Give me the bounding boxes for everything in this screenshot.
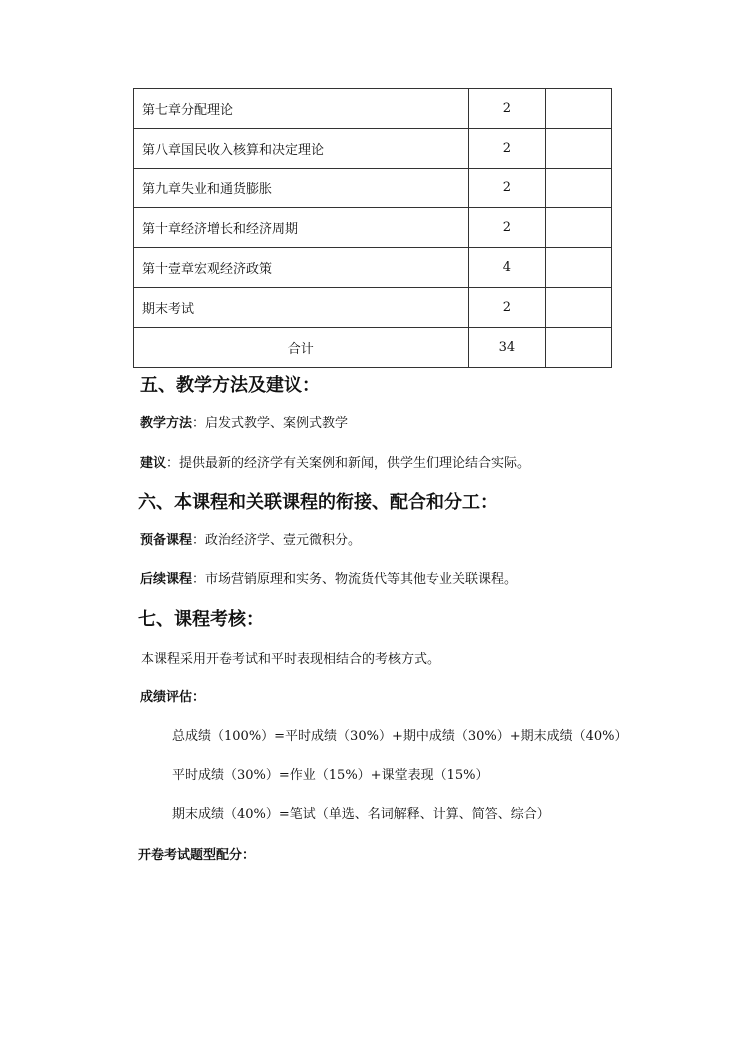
table-row — [134, 89, 612, 129]
hours-cell: 2 — [468, 89, 546, 129]
chapter-cell: 期末考试 — [134, 287, 469, 327]
prerequisite-text: ：政治经济学、壹元微积分。 — [192, 533, 362, 548]
hours-cell: 4 — [468, 248, 546, 288]
suggestion-label: 建议 — [140, 456, 167, 471]
prerequisite-label: 预备课程 — [140, 533, 193, 548]
teaching-method-label: 教学方法 — [140, 416, 193, 431]
followup-label: 后续课程 — [140, 572, 193, 587]
chapter-cell: 第十壹章宏观经济政策 — [134, 248, 469, 288]
hours-cell: 2 — [468, 208, 546, 248]
teaching-method-line — [140, 416, 348, 432]
section6-heading: 六、本课程和关联课程的衔接、配合和分工： — [138, 492, 498, 513]
teaching-method-text: ：启发式教学、案例式教学 — [192, 416, 349, 431]
table-row — [134, 208, 612, 248]
chapter-cell: 第七章分配理论 — [134, 89, 469, 129]
prerequisite-line — [140, 533, 361, 549]
hours-cell: 2 — [468, 287, 546, 327]
table-row — [134, 287, 612, 327]
total-label: 合计 — [134, 327, 469, 367]
hours-cell: 2 — [468, 128, 546, 168]
chapter-cell: 第十章经济增长和经济周期 — [134, 208, 469, 248]
course-hours-table — [133, 88, 612, 368]
table-total-row — [134, 327, 612, 367]
grade-formula: 期末成绩（40%）=笔试（单选、名词解释、计算、简答、综合） — [172, 807, 550, 822]
note-cell — [546, 248, 612, 288]
note-cell — [546, 89, 612, 129]
note-cell — [546, 128, 612, 168]
note-cell — [546, 168, 612, 208]
table-row — [134, 168, 612, 208]
followup-text: ：市场营销原理和实务、物流货代等其他专业关联课程。 — [192, 572, 518, 587]
note-cell — [546, 287, 612, 327]
assessment-intro: 本课程采用开卷考试和平时表现相结合的考核方式。 — [141, 652, 441, 667]
chapter-cell: 第八章国民收入核算和决定理论 — [134, 128, 469, 168]
section7-heading: 七、课程考核： — [138, 609, 264, 630]
grade-evaluation-label: 成绩评估： — [140, 690, 206, 705]
suggestion-line — [140, 456, 530, 472]
followup-line — [140, 572, 517, 588]
hours-cell: 2 — [468, 168, 546, 208]
grade-formula: 平时成绩（30%）=作业（15%）+课堂表现（15%） — [172, 768, 489, 783]
chapter-cell: 第九章失业和通货膨胀 — [134, 168, 469, 208]
exam-distribution-label: 开卷考试题型配分： — [138, 848, 256, 863]
table-row — [134, 248, 612, 288]
grade-formula: 总成绩（100%）=平时成绩（30%）+期中成绩（30%）+期末成绩（40%） — [172, 729, 628, 744]
suggestion-text: ：提供最新的经济学有关案例和新闻，供学生们理论结合实际。 — [166, 456, 531, 471]
note-cell — [546, 327, 612, 367]
total-hours: 34 — [468, 327, 546, 367]
section5-heading: 五、教学方法及建议： — [140, 375, 320, 396]
note-cell — [546, 208, 612, 248]
table-row — [134, 128, 612, 168]
